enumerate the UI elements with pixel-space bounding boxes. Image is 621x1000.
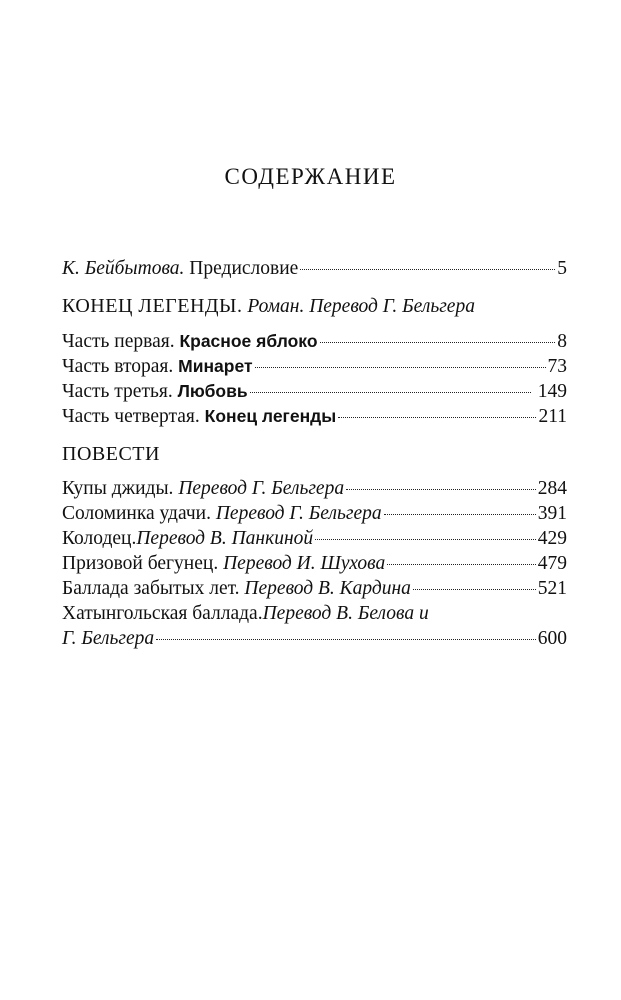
toc-entry-multiline-second[interactable] (62, 626, 567, 651)
section-heading-novel (62, 293, 567, 320)
part-name: Любовь (177, 381, 248, 401)
preface-title: Предисловие (184, 258, 299, 279)
preface-author: К. Бейбытова. (62, 258, 185, 279)
leader-dots (250, 392, 531, 393)
toc-entry[interactable] (62, 404, 567, 429)
toc-entry[interactable] (62, 476, 567, 501)
page-number: 521 (537, 578, 567, 599)
story-name: Баллада забытых лет. (62, 578, 245, 599)
toc-entry[interactable] (62, 354, 567, 379)
leader-dots (320, 342, 556, 343)
stories-list (62, 476, 567, 651)
leader-dots (156, 639, 536, 640)
part-label: Часть первая. (62, 331, 180, 352)
story-translator: Перевод Г. Бельгера (178, 478, 345, 499)
leader-dots (255, 367, 546, 368)
page-number: 391 (537, 503, 567, 524)
page-number: 8 (557, 331, 567, 352)
toc-entry[interactable] (62, 551, 567, 576)
page-number: 149 (532, 381, 567, 402)
leader-dots (338, 417, 536, 418)
leader-dots (315, 539, 536, 540)
story-name: Хатынгольская баллада. (62, 603, 263, 624)
page-number: 479 (537, 553, 567, 574)
story-name: Соломинка удачи. (62, 503, 216, 524)
leader-dots (346, 489, 536, 490)
toc-entry[interactable] (62, 379, 567, 404)
toc-entry[interactable] (62, 576, 567, 601)
page-number: 211 (538, 406, 567, 427)
novel-parts (62, 329, 567, 429)
part-name: Конец легенды (204, 406, 337, 426)
leader-dots (300, 269, 555, 270)
section-heading-stories: ПОВЕСТИ (62, 443, 160, 465)
part-label: Часть четвертая. (62, 406, 205, 427)
novel-subtitle: Роман. Перевод Г. Бельгера (242, 296, 475, 317)
page-number: 429 (537, 528, 567, 549)
story-name: Колодец. (62, 528, 137, 549)
toc-entry-preface[interactable] (62, 256, 567, 281)
toc-entry[interactable] (62, 501, 567, 526)
story-name: Призовой бегунец. (62, 553, 224, 574)
leader-dots (387, 564, 536, 565)
part-name: Минарет (178, 356, 253, 376)
toc-entry[interactable] (62, 526, 567, 551)
toc-entry-multiline-first[interactable] (62, 601, 567, 626)
leader-dots (413, 589, 536, 590)
page-number: 284 (537, 478, 567, 499)
page-number: 73 (547, 356, 567, 377)
story-translator-cont: Г. Бельгера (62, 628, 155, 649)
leader-dots (384, 514, 536, 515)
page-number: 5 (557, 258, 567, 279)
story-translator: Перевод Г. Бельгера (215, 503, 382, 524)
novel-title: КОНЕЦ ЛЕГЕНДЫ. (62, 295, 243, 317)
page-number: 600 (537, 628, 567, 649)
part-label: Часть третья. (62, 381, 178, 402)
part-label: Часть вторая. (62, 356, 179, 377)
table-of-contents (62, 256, 567, 651)
story-translator: Перевод В. Кардина (244, 578, 411, 599)
story-translator: Перевод И. Шухова (223, 553, 386, 574)
story-name: Купы джиды. (62, 478, 179, 499)
toc-entry[interactable] (62, 329, 567, 354)
story-translator: Перевод В. Панкиной (136, 528, 314, 549)
story-translator: Перевод В. Белова и (262, 603, 429, 624)
page-title: СОДЕРЖАНИЕ (224, 164, 397, 189)
part-name: Красное яблоко (179, 331, 318, 351)
